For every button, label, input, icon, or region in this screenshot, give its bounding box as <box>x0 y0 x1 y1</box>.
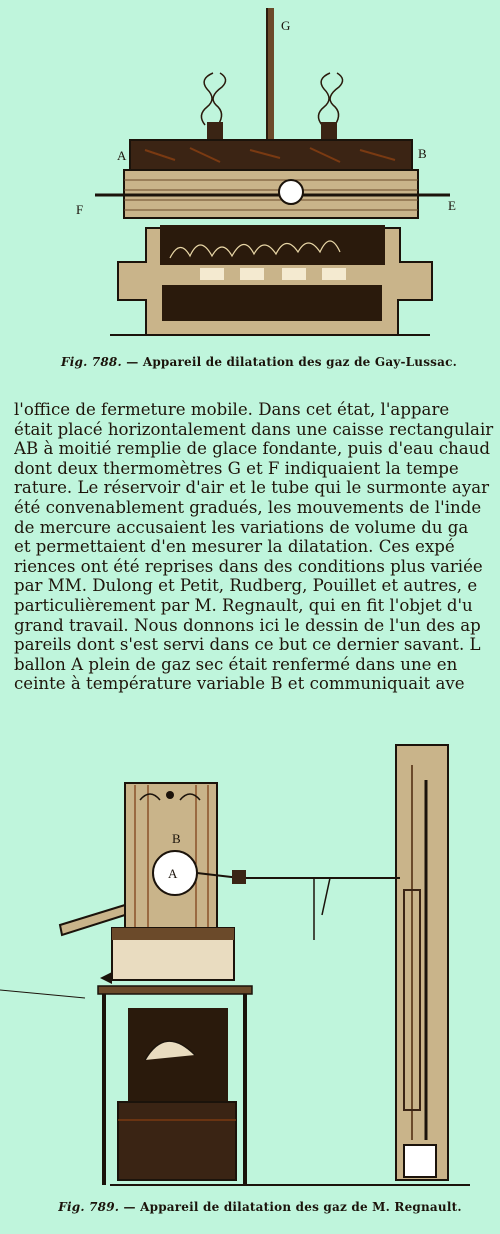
regnault-apparatus-illustration <box>0 740 500 1195</box>
air-reservoir <box>279 180 303 204</box>
label-b: B <box>418 146 427 161</box>
text-line: et permettaient d'en mesurer la dilatation. Ces expé <box>14 537 455 557</box>
text-line: grand travail. Nous donnons ici le dessin de l'un des ap <box>14 615 481 635</box>
text-line: par MM. Dulong et Petit, Rudberg, Pouillet et autres, e <box>14 576 478 596</box>
text-line: particulièrement par M. Regnault, qui en fit l'objet d'u <box>14 595 473 615</box>
figure-788-gay-lussac-apparatus <box>0 0 500 345</box>
label-f: F <box>76 202 84 217</box>
label-a: A <box>117 148 127 163</box>
text-line: pareils dont s'est servi dans ce but ce dernier savant. L <box>14 635 481 655</box>
text-line: été convenablement gradués, les mouvements de l'inde <box>14 497 482 517</box>
gay-lussac-apparatus-illustration <box>0 0 500 345</box>
fig2-label-b: B <box>172 831 181 846</box>
heating-furnace <box>128 1008 228 1108</box>
figure-789-caption-text: — Appareil de dilatation des gaz de M. Regnault. <box>123 1200 462 1214</box>
figure-788-caption <box>18 355 500 369</box>
fig2-label-a: A <box>168 866 178 881</box>
text-line: était placé horizontalement dans une caisse rectangulair <box>14 419 494 439</box>
text-line: ballon A plein de gaz sec était renfermé dans une en <box>14 654 458 674</box>
text-line: de mercure accusaient les variations de volume du ga <box>14 517 469 537</box>
stand-table <box>98 986 252 994</box>
text-line: ceinte à température variable B et communiquait ave <box>14 674 465 694</box>
text-line: dont deux thermomètres G et F indiquaient la tempe <box>14 458 459 478</box>
label-g: G <box>281 18 291 33</box>
body-text-block <box>14 400 500 720</box>
figure-788-number: Fig. 788. <box>61 355 122 369</box>
figure-789-regnault-apparatus <box>0 740 500 1195</box>
figure-789-caption <box>20 1200 500 1214</box>
label-e: E <box>448 198 456 213</box>
text-line: AB à moitié remplie de glace fondante, puis d'eau chaud <box>14 439 490 459</box>
figure-788-caption-text: — Appareil de dilatation des gaz de Gay-Lussac. <box>126 355 457 369</box>
text-line: rature. Le réservoir d'air et le tube qui le surmonte ayar <box>14 478 490 498</box>
text-line: l'office de fermeture mobile. Dans cet état, l'appare <box>14 400 450 419</box>
text-line: riences ont été reprises dans des conditions plus variée <box>14 556 483 576</box>
figure-789-number: Fig. 789. <box>58 1200 120 1214</box>
